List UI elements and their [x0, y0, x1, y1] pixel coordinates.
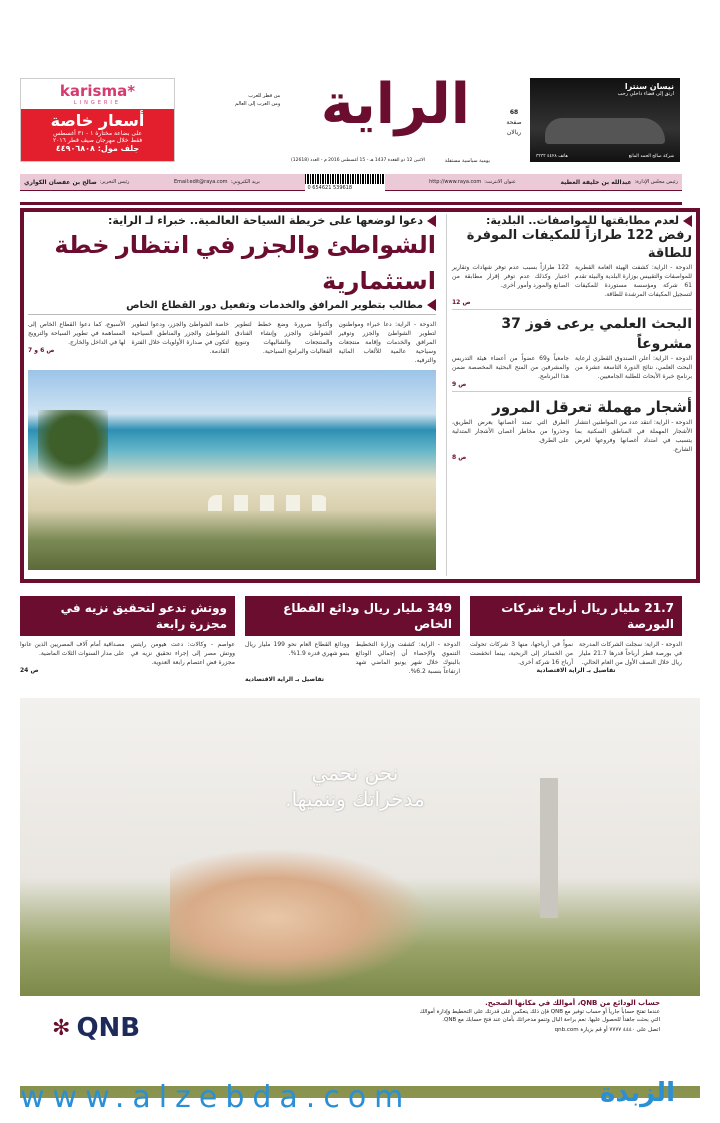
lead-subhead	[28, 299, 436, 315]
side-headline-3: أشجار مهملة تعرقل المرور	[492, 398, 692, 416]
barcode	[305, 174, 385, 191]
triangle-icon	[683, 215, 692, 227]
nissan-slogan: ارتق إلى فضاء داخلي رحب	[617, 91, 674, 97]
lead-col-3: خاصة الشواطئ والجزر، ودعوا لتطوير الشواطئ والجزر والمناطق السياحية لتكون في صدارة الأولويات خلال الفترة القادمة.	[131, 321, 229, 355]
fists-image	[170, 848, 430, 988]
bottom-headline-1: 21.7 مليار ريال أرباح شركات البورصة	[470, 596, 682, 636]
nissan-phone: هاتف ٤٤٢٨ ٣٣٣٣	[536, 154, 568, 159]
watermark-url: www.alzebda.com	[20, 1080, 412, 1115]
tagline-1: من قطر للعرب	[248, 93, 281, 99]
side-1-col-1: الدوحة - الراية: كشفت الهيئة العامة القطرية للمواصفات والتقييس بوزارة البلدية والبيئة تقدم 61 شركة ومؤسسة مستوردة للمكيفات لتسجيل المكيفات المرشدة للطاقة.	[574, 264, 692, 298]
lead-story[interactable]	[28, 214, 436, 576]
qnb-brand: QNB	[76, 1013, 141, 1043]
masthead-logo: الراية	[320, 72, 470, 137]
watermark-logo: الزبدة	[600, 1078, 675, 1108]
side-headline-2: البحث العلمي يرعى فوز 37 مشروعاً	[501, 316, 692, 352]
side-kicker-text: لعدم مطابقتها للمواصفات.. البلدية:	[485, 214, 679, 227]
chairman-label: رئيس مجلس الإدارة:	[634, 179, 678, 185]
lead-col-1: الدوحة - الراية: دعا خبراء ومواطنون لتطوير الشواطئ والجزر وتوفير المرافق والخدمات وإقامة منتجعات وسياحية عالمية للألعاب المائية والترفيه.	[338, 321, 436, 364]
lead-headline[interactable]: الشواطئ والجزر في انتظار خطة استثمارية	[54, 231, 436, 295]
qnb-logo	[52, 1013, 140, 1043]
side-story-2[interactable]	[452, 310, 692, 392]
lead-page-ref: ص 6 و 7	[28, 347, 55, 354]
email-label: بريد الكتروني:	[230, 179, 260, 185]
tower-silhouette	[540, 778, 558, 918]
triangle-icon	[427, 215, 436, 227]
page-count: 68	[509, 109, 519, 116]
ad-qnb[interactable]	[20, 698, 700, 1098]
bottom-1-ref: تفاصيل بـ الراية الاقتصادية	[536, 667, 616, 674]
side-1-col-2: 122 طرازاً بسبب عدم توفر شهادات وتقارير اختبار وكذلك عدم توفر إقرار مطابقة من الصانع والمورد وأمور أخرى.	[452, 264, 569, 289]
karisma-line2: فقط خلال مهرجان صيف قطر ٢٠١٦	[52, 137, 143, 144]
qnb-body: عندما تفتح حساباً جارياً أو حساب توفير مع QNB فإن ذلك ينعكس على قدرتك على التخطيط وإدارة أموالك التي بحثت جاهداً للحصول عليها. نعم براحة البال وتنمو مدخراتك بأمان عند فتح حسابك مع QNB.	[419, 1009, 660, 1023]
beach-photo	[28, 370, 436, 570]
umbrellas	[208, 495, 328, 511]
palm-trees	[38, 410, 108, 510]
karisma-phone: جلف مول: ٤٤٩٠٦٨٠٨	[55, 144, 140, 153]
nissan-title: نيسان سنترا	[624, 82, 674, 91]
side-1-page-ref: ص 12	[452, 299, 471, 306]
bottom-headline-2: 349 مليار ريال ودائع القطاع الخاص	[245, 596, 460, 636]
info-bar	[20, 174, 682, 191]
lead-col-2: وأكدوا ضرورة وضع خطط لتطوير الشواطئ والجزر وإنشاء الفنادق والمنتجعات والشاليهات وتنويع الفعاليات والبرامج السياحية.	[235, 321, 333, 355]
triangle-icon	[427, 299, 436, 311]
qnb-slogan: نحن نحمي مدخراتك وننميها.	[285, 761, 425, 811]
lead-kicker-text: دعوا لوضعها على خريطة السياحة العالمية.. خبراء لـ الراية:	[108, 214, 423, 227]
nissan-dealer: شركة صالح الحمد المانع	[628, 154, 674, 159]
side-kicker	[452, 214, 692, 227]
ad-nissan[interactable]	[530, 78, 680, 162]
bottom-1-col-1: الدوحة - الراية: سجلت الشركات المدرجة في بورصة قطر أرباحاً قدرها 21.7 مليار ريال خلال النصف الأول من العام الحالي.	[579, 641, 682, 666]
side-headline-1: رفض 122 طرازاً للمكيفات الموفرة للطاقة	[466, 228, 692, 261]
karisma-line1: على بضاعة مختارة ١ - ٣١ أغسطس	[53, 130, 142, 137]
email-link[interactable]: Email:edit@raya.com	[173, 179, 228, 185]
divider	[20, 202, 682, 205]
editor-label: رئيس التحرير:	[99, 179, 130, 185]
web-link[interactable]: http://www.raya.com	[429, 179, 482, 185]
car-image	[545, 118, 665, 144]
web-label: عنوان الانترنت:	[484, 179, 516, 185]
bottom-2-ref: تفاصيل بـ الراية الاقتصادية	[245, 676, 325, 683]
side-story-1[interactable]	[452, 214, 692, 310]
bottom-story-1[interactable]	[470, 596, 682, 674]
masthead	[195, 72, 500, 172]
lead-col-4: الأسبوع، كما دعوا القطاع الخاص إلى المساهمة في تطوير السياحة والترويج لها في الداخل والخارج.	[28, 321, 126, 346]
chairman: عبدالله بن خليفة العطية	[560, 178, 632, 186]
bottom-3-ref: ص 24	[20, 667, 39, 674]
dateline: الاثنين 12 ذو القعدة 1437 هـ - 15 أغسطس 2016 م - العدد (12618)	[291, 158, 425, 163]
karisma-sub: LINGERIE	[73, 100, 122, 106]
lead-kicker	[28, 214, 436, 227]
bottom-headline-3: ووتش تدعو لتحقيق نزيه في مجزرة رابعة	[20, 596, 235, 636]
side-2-col-1: الدوحة - الراية: أعلن الصندوق القطري لرعاية البحث العلمي، نتائج الدورة التاسعة عشرة من برنامج خبرة الأبحاث للطلبة الجامعيين.	[575, 355, 692, 380]
barcode-number: 0 654621 539618	[307, 184, 353, 191]
side-3-col-1: الدوحة - الراية: انتقد عدد من المواطنين انتشار الأشجار المهملة في المناطق السكنية بما يتسبب في امتداد أغصانها وفروعها لعرض الشارع.	[575, 419, 692, 453]
bottom-2-col-2: وودائع القطاع العام نحو 199 مليار ريال بنمو شهري قدره 1.9%.	[245, 641, 350, 657]
side-2-page-ref: ص 9	[452, 381, 467, 388]
bottom-3-col-1: عواصم - وكالات: دعت هيومن رايتس ووتش مصر إلى إجراء تحقيق نزيه في مجزرة فض اعتصام رابعة العدوية.	[130, 641, 235, 666]
bottom-2-col-1: الدوحة - الراية: كشفت وزارة التخطيط التنموي والإحصاء أن إجمالي الودائع بالبنوك خلال شهر يونيو الماضي شهد ارتفاعاً بنسبة 6.2%.	[355, 641, 460, 675]
qnb-contact[interactable]: اتصل على ٤٤٤٠ ٧٧٧٧ أو قم بزيارة qnb.com	[554, 1027, 660, 1033]
qnb-title: حساب الودائع من QNB، أموالك في مكانها الصحيح.	[485, 999, 660, 1007]
karisma-title: أسعار خاصة	[50, 111, 145, 130]
side-story-3[interactable]	[452, 392, 692, 461]
side-3-col-2: الطرق التي تمتد أغصانها بعرض الطريق، وحذروا من مخاطر أغصان الأشجار المتدلية على الطرق.	[452, 419, 569, 444]
editor: صالح بن عفصان الكواري	[24, 178, 97, 186]
bottom-story-2[interactable]	[245, 596, 460, 683]
tagline-2: ومن العرب إلى العالم	[235, 101, 281, 107]
ad-karisma[interactable]	[20, 78, 175, 162]
qnb-star-icon: ✻	[52, 1015, 71, 1041]
side-3-page-ref: ص 8	[452, 454, 467, 461]
page-label: صفحة	[506, 119, 522, 126]
side-2-col-2: جامعياً و69 عضواً من أعضاء هيئة التدريس والمشرفين من المنح البحثية المخصصة ضمن هذا البرنامج.	[452, 355, 570, 380]
side-column	[446, 214, 692, 576]
karisma-brand: karisma*	[59, 82, 136, 100]
bottom-3-col-2: مصداقية أمام آلاف المصريين الذين عانوا على مدار السنوات الثلاث الماضية.	[20, 641, 125, 657]
bottom-story-3[interactable]	[20, 596, 235, 674]
price-box	[502, 108, 526, 138]
masthead-subtitle: يومية سياسية مستقلة	[444, 158, 490, 164]
price: ريالان	[506, 129, 522, 136]
bottom-1-col-2: نمواً في أرباحها، منها 3 شركات تحولت من الخسائر إلى الربحية، بينما انخفضت أرباح 16 شركة أخرى.	[470, 641, 573, 666]
lead-sub-text: مطالب بتطوير المرافق والخدمات وتفعيل دور القطاع الخاص	[126, 299, 423, 311]
